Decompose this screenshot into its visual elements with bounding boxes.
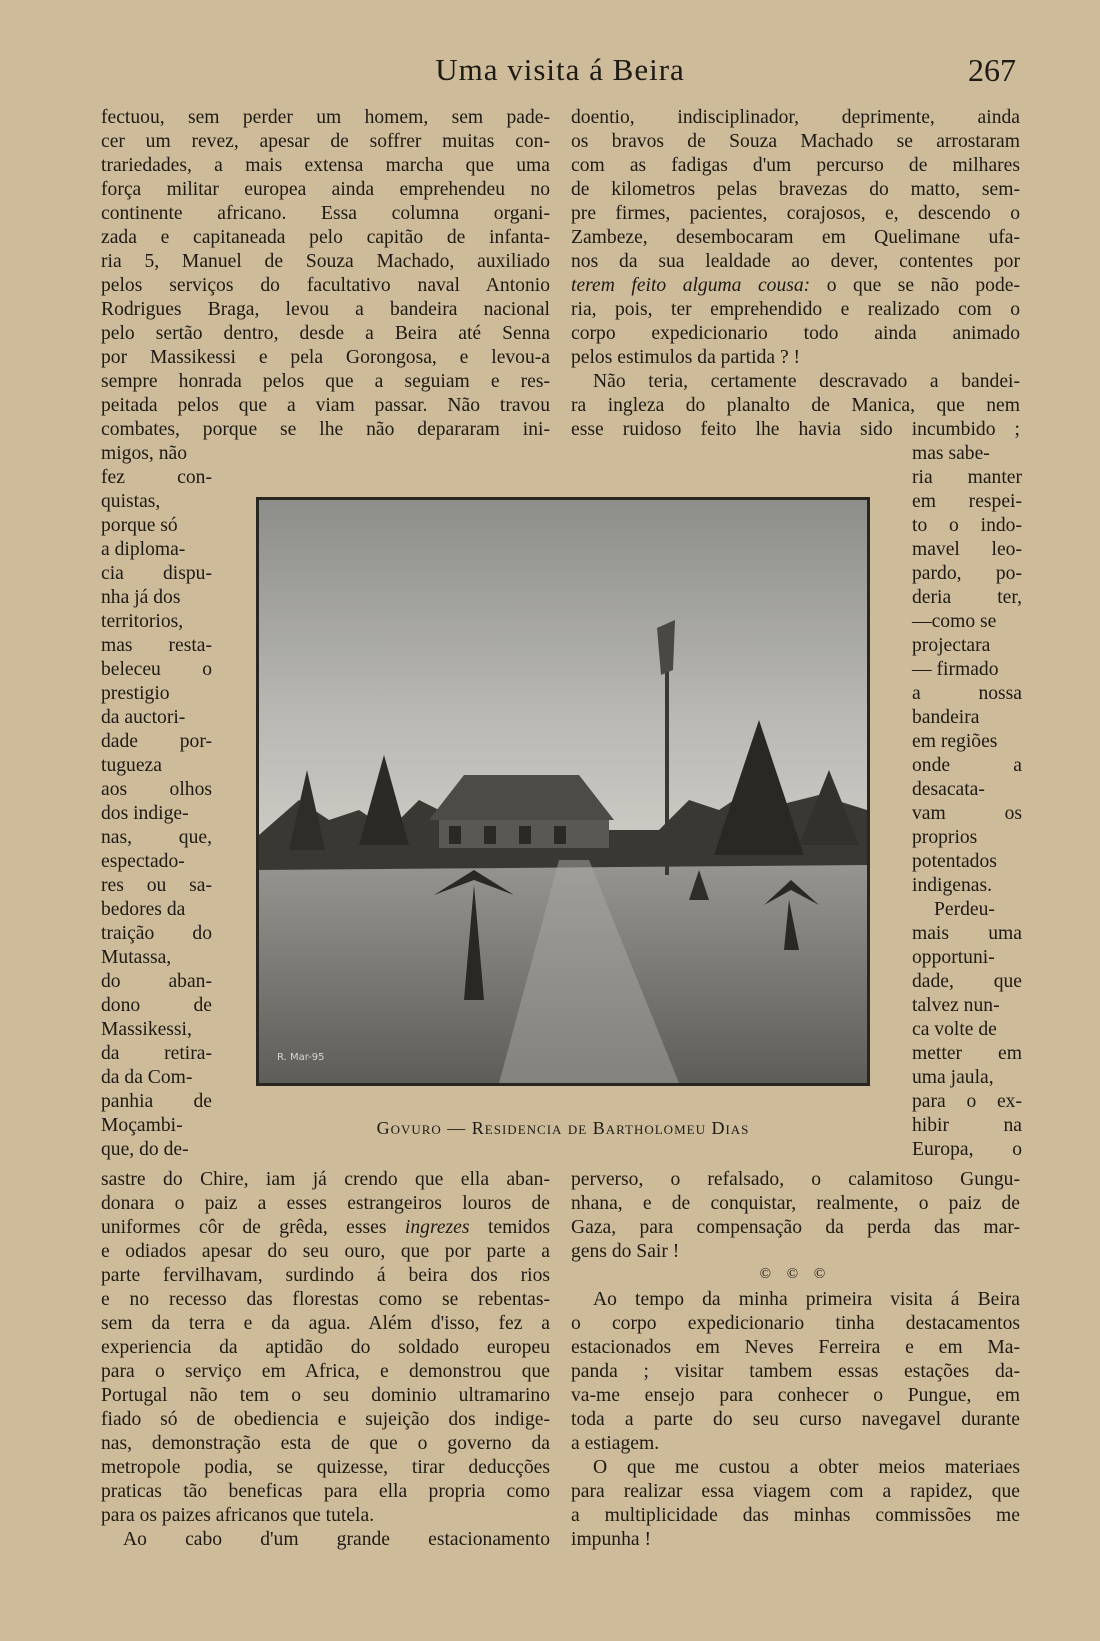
text-fragment: uniformes côr de grêda, esses (101, 1217, 387, 1238)
text-line: ra ingleza do planalto de Manica, que nem (571, 395, 1020, 416)
text-line: toda a parte do seu curso navegavel durante (571, 1409, 1020, 1430)
text-line: o corpo expedicionario tinha destacamentos (571, 1313, 1020, 1334)
right-column-top (571, 106, 1020, 442)
text-line: — firmado (912, 659, 999, 680)
text-line: ca volte de (912, 1019, 997, 1040)
text-line: quistas, (101, 491, 161, 512)
text-line: panhia de (101, 1091, 212, 1112)
text-line: Ao cabo d'um grande estacionamento (123, 1529, 550, 1550)
text-line: dade por- (101, 731, 212, 752)
text-line: territorios, (101, 611, 184, 632)
text-line: metter em (912, 1043, 1022, 1064)
text-line: indigenas. (912, 875, 992, 896)
text-line: vam os (912, 803, 1022, 824)
text-line: nas, que, (101, 827, 212, 848)
right-narrow-column (912, 442, 1022, 1162)
text-fragment: o que se não pode- (810, 275, 1020, 296)
text-line: beleceu o (101, 659, 212, 680)
text-line (101, 1216, 550, 1240)
text-line: da da Com- (101, 1067, 193, 1088)
text-line: nha já dos (101, 587, 181, 608)
text-line: do aban- (101, 971, 212, 992)
italic-phrase: terem feito alguma cousa: (571, 275, 811, 296)
left-column-top (101, 106, 550, 442)
text-line: parte fervilhavam, surdindo á beira dos rios (101, 1265, 550, 1286)
text-line: mas sabe- (912, 443, 990, 464)
text-line: pardo, po- (912, 563, 1022, 584)
text-line: panda ; visitar tambem essas estações da- (571, 1361, 1020, 1382)
text-line: para o ex- (912, 1091, 1022, 1112)
italic-word: ingrezes (404, 1217, 470, 1238)
text-line: a diploma- (101, 539, 186, 560)
text-line: desacata- (912, 779, 985, 800)
photo-caption: Govuro — Residencia de Bartholomeu Dias (376, 1118, 750, 1138)
text-line: to o indo- (912, 515, 1022, 536)
text-line: bandeira (912, 707, 980, 728)
text-line: os bravos de Souza Machado se arrostaram (571, 131, 1020, 152)
section-ornament: © © © (759, 1266, 832, 1282)
text-line: Rodrigues Braga, levou a bandeira nacional (101, 299, 550, 320)
running-title: Uma visita á Beira (435, 52, 685, 87)
text-line: sastre do Chire, iam já crendo que ella aban- (101, 1169, 550, 1190)
text-line: dade, que (912, 971, 1022, 992)
text-line: a multiplicidade das minhas commissões me (571, 1505, 1020, 1526)
text-line: nas, demonstração esta de que o governo da (101, 1433, 550, 1454)
text-line: aos olhos (101, 779, 212, 800)
text-line: Ao tempo da minha primeira visita á Beira (593, 1289, 1020, 1310)
text-line: fiado só de obediencia e sujeição dos indige- (101, 1409, 550, 1430)
photo-signature: R. Mar-95 (277, 1052, 325, 1063)
text-line: mavel leo- (912, 539, 1022, 560)
text-line: tugueza (101, 755, 162, 776)
text-line: corpo expedicionario todo ainda animado (571, 323, 1020, 344)
text-line: cer um revez, apesar de soffrer muitas con- (101, 131, 550, 152)
text-line: combates, porque se lhe não depararam ini- (101, 419, 550, 440)
text-line: da auctori- (101, 707, 186, 728)
text-line: em respei- (912, 491, 1022, 512)
text-line: —como se (912, 611, 997, 632)
text-line: Perdeu- (934, 899, 995, 920)
text-line: res ou sa- (101, 875, 212, 896)
text-line: projectara (912, 635, 991, 656)
text-line: fectuou, sem perder um homem, sem pade- (101, 107, 550, 128)
text-line: pelo sertão dentro, desde a Beira até Senna (101, 323, 550, 344)
text-line: perverso, o refalsado, o calamitoso Gungu- (571, 1169, 1020, 1190)
text-line: traição do (101, 923, 212, 944)
text-line: e no recesso das florestas como se rebentas- (101, 1289, 550, 1310)
text-line: Gaza, para compensação da perda das mar- (571, 1217, 1020, 1238)
left-narrow-column (101, 442, 212, 1162)
text-line: impunha ! (571, 1529, 651, 1550)
text-line: Zambeze, desembocaram em Quelimane ufa- (571, 227, 1020, 248)
text-line: ria, pois, ter emprehendido e realizado com o (571, 299, 1020, 320)
text-line: mas resta- (101, 635, 212, 656)
page-header (100, 52, 1020, 102)
text-line: pelos estimulos da partida ? ! (571, 347, 801, 368)
text-line: estacionados em Neves Ferreira e em Ma- (571, 1337, 1020, 1358)
text-line: ria 5, Manuel de Souza Machado, auxiliado (101, 251, 550, 272)
text-line: Portugal não tem o seu dominio ultramarino (101, 1385, 550, 1406)
text-line: dono de (101, 995, 212, 1016)
text-line: Moçambi- (101, 1115, 183, 1136)
text-line: com as fadigas d'um percurso de milhares (571, 155, 1020, 176)
text-line: peitada pelos que a viam passar. Não travou (101, 395, 550, 416)
text-line: dos indige- (101, 803, 189, 824)
text-line: continente africano. Essa columna organi- (101, 203, 550, 224)
text-line (571, 274, 1020, 298)
text-line: pelos serviços do facultativo naval Antonio (101, 275, 550, 296)
text-line: força militar europea ainda emprehendeu no (101, 179, 550, 200)
text-line: esse ruidoso feito lhe havia sido incumbido ; (571, 419, 1020, 440)
text-line: nos da sua lealdade ao dever, contentes por (571, 251, 1020, 272)
text-line: hibir na (912, 1115, 1022, 1136)
text-line: onde a (912, 755, 1022, 776)
text-fragment: temidos (469, 1217, 550, 1238)
text-line: Não teria, certamente descravado a bandei- (593, 371, 1020, 392)
text-line: para o serviço em Africa, e demonstrou que (101, 1361, 550, 1382)
text-line: nhana, e de conquistar, realmente, o paiz de (571, 1193, 1020, 1214)
text-line: doentio, indisciplinador, deprimente, ainda (571, 107, 1020, 128)
text-line: sem da terra e da agua. Além d'isso, fez a (101, 1313, 550, 1334)
text-line: migos, não (101, 443, 187, 464)
text-line: cia dispu- (101, 563, 212, 584)
text-line: para realizar essa viagem com a rapidez, que (571, 1481, 1020, 1502)
text-line: Massikessi, (101, 1019, 192, 1040)
text-line: trariedades, a mais extensa marcha que uma (101, 155, 550, 176)
text-line: pre firmes, pacientes, corajosos, e, descendo o (571, 203, 1020, 224)
text-line: Mutassa, (101, 947, 172, 968)
text-line: a nossa (912, 683, 1022, 704)
text-line: que, do de- (101, 1139, 189, 1160)
text-line: va-me ensejo para conhecer o Pungue, em (571, 1385, 1020, 1406)
text-line: por Massikessi e pela Gorongosa, e levou-a (101, 347, 550, 368)
left-column-bottom (101, 1168, 550, 1552)
text-line: para os paizes africanos que tutela. (101, 1505, 375, 1526)
text-line: zada e capitaneada pelo capitão de infanta- (101, 227, 550, 248)
text-line: prestigio (101, 683, 170, 704)
right-column-bottom (571, 1168, 1020, 1552)
text-line: deria ter, (912, 587, 1022, 608)
text-line: da retira- (101, 1043, 212, 1064)
text-line: em regiões (912, 731, 998, 752)
text-line: proprios (912, 827, 978, 848)
page-number: 267 (968, 52, 1016, 88)
text-line: Europa, o (912, 1139, 1022, 1160)
text-line: espectado- (101, 851, 185, 872)
text-line: talvez nun- (912, 995, 1000, 1016)
text-line: experiencia da aptidão do soldado europeu (101, 1337, 550, 1358)
text-line: a estiagem. (571, 1433, 660, 1454)
text-line: opportuni- (912, 947, 995, 968)
text-line: ria manter (912, 467, 1022, 488)
text-line: donara o paiz a esses estrangeiros louros de (101, 1193, 550, 1214)
text-line: mais uma (912, 923, 1022, 944)
text-line: metropole podia, se quizesse, tirar deducções (101, 1457, 550, 1478)
text-line: e odiados apesar do seu ouro, que por parte a (101, 1241, 550, 1262)
text-line: de kilometros pelas bravezas do matto, sem- (571, 179, 1020, 200)
text-line: praticas tão beneficas para ella propria como (101, 1481, 550, 1502)
text-line: porque só (101, 515, 178, 536)
text-line: O que me custou a obter meios materiaes (593, 1457, 1020, 1478)
text-line: bedores da (101, 899, 186, 920)
text-line: gens do Sair ! (571, 1241, 680, 1262)
text-line: potentados (912, 851, 997, 872)
photograph-govuro-residence (256, 497, 870, 1086)
text-line: uma jaula, (912, 1067, 994, 1088)
text-line: sempre honrada pelos que a seguiam e res- (101, 371, 550, 392)
photo-illustration (259, 500, 867, 1083)
text-line: fez con- (101, 467, 212, 488)
